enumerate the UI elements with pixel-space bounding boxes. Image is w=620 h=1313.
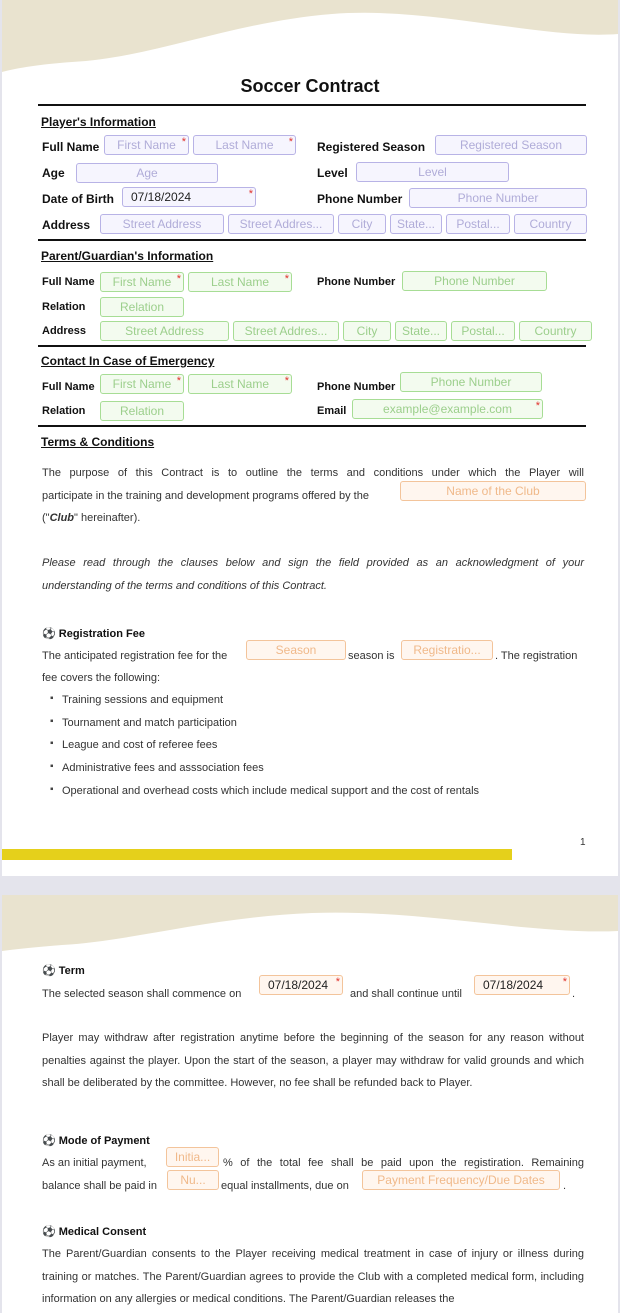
payment-text-mid: % of the total fee shall be paid upon the registiration. Remaining bbox=[223, 1157, 584, 1169]
emergency-phone-input[interactable]: Phone Number bbox=[400, 372, 542, 392]
season-input[interactable]: Season bbox=[246, 640, 346, 660]
player-city-input[interactable]: City bbox=[338, 214, 386, 234]
required-marker: * bbox=[176, 375, 181, 387]
section-divider bbox=[38, 239, 586, 241]
guardian-street-input[interactable]: Street Address bbox=[100, 321, 229, 341]
header-wave-decoration bbox=[2, 0, 618, 80]
required-marker: * bbox=[284, 375, 289, 387]
term-heading: ⚽ Term bbox=[42, 965, 85, 977]
season-end-date-value: 07/18/2024 bbox=[483, 978, 544, 992]
required-marker: * bbox=[181, 136, 186, 148]
required-marker: * bbox=[176, 273, 181, 285]
player-first-name-input[interactable] bbox=[104, 135, 189, 155]
guardian-last-name-input[interactable] bbox=[188, 272, 292, 292]
required-marker: * bbox=[248, 188, 253, 200]
guardian-country-input[interactable]: Country bbox=[519, 321, 592, 341]
section-divider bbox=[38, 104, 586, 106]
guardian-address-label: Address bbox=[42, 325, 87, 337]
list-item: ▪ League and cost of referee fees bbox=[62, 739, 217, 751]
emergency-last-name-placeholder: Last Name bbox=[210, 377, 270, 391]
terms-intro-line-2: participate in the training and development programs offered by the bbox=[42, 490, 369, 502]
reg-fee-text-start: The anticipated registration fee for the bbox=[42, 650, 228, 662]
term-text-end: . bbox=[572, 988, 576, 1000]
required-marker: * bbox=[562, 976, 567, 988]
player-address-label: Address bbox=[42, 218, 91, 232]
guardian-first-name-input[interactable] bbox=[100, 272, 184, 292]
section-divider bbox=[38, 345, 586, 347]
level-input[interactable]: Level bbox=[356, 162, 509, 182]
season-end-date-input[interactable] bbox=[474, 975, 570, 995]
player-street-input[interactable]: Street Address bbox=[100, 214, 224, 234]
guardian-full-name-label: Full Name bbox=[42, 276, 95, 288]
guardian-state-input[interactable]: State... bbox=[395, 321, 447, 341]
footer-accent-bar bbox=[2, 849, 512, 860]
guardian-city-input[interactable]: City bbox=[343, 321, 391, 341]
terms-intro-line-3 bbox=[42, 510, 140, 526]
registered-season-input[interactable]: Registered Season bbox=[435, 135, 587, 155]
list-item: ▪ Administrative fees and asssociation fees bbox=[62, 762, 264, 774]
list-item: ▪ Tournament and match participation bbox=[62, 717, 237, 729]
terms-heading: Terms & Conditions bbox=[41, 435, 155, 449]
player-postal-input[interactable]: Postal... bbox=[446, 214, 510, 234]
payment-text-start: As an initial payment, bbox=[42, 1157, 147, 1169]
registration-fee-heading: ⚽ Registration Fee bbox=[42, 628, 145, 640]
terms-intro-line-1: The purpose of this Contract is to outline the terms and conditions under which the Player will bbox=[42, 467, 584, 479]
document-title: Soccer Contract bbox=[240, 76, 380, 96]
emergency-email-label: Email bbox=[317, 405, 347, 417]
emergency-relation-input[interactable]: Relation bbox=[100, 401, 184, 421]
medical-consent-paragraph: The Parent/Guardian consents to the Player receiving medical treatment in case of injury or illness during training or matches. The Parent/Guardian agrees to provide the Club with a completed medical form, including information on any allergies or medical conditions. The Parent/Guardian releases the bbox=[42, 1248, 584, 1306]
emergency-email-input[interactable] bbox=[352, 399, 543, 419]
guardian-phone-input[interactable]: Phone Number bbox=[402, 271, 547, 291]
player-country-input[interactable]: Country bbox=[514, 214, 587, 234]
player-info-heading: Player's Information bbox=[41, 115, 156, 129]
emergency-full-name-label: Full Name bbox=[42, 381, 95, 393]
guardian-relation-label: Relation bbox=[42, 301, 86, 313]
term-text-start: The selected season shall commence on bbox=[42, 988, 242, 1000]
intro-quote-close: " hereinafter). bbox=[74, 512, 141, 524]
emergency-phone-label: Phone Number bbox=[317, 381, 396, 393]
season-start-date-value: 07/18/2024 bbox=[268, 978, 329, 992]
required-marker: * bbox=[284, 273, 289, 285]
emergency-last-name-input[interactable] bbox=[188, 374, 292, 394]
dob-input[interactable] bbox=[122, 187, 256, 207]
terms-notice: Please read through the clauses below and sign the field provided as an acknowledgment of your understanding of the terms and conditions of this Contract. bbox=[42, 557, 584, 592]
registered-season-label: Registered Season bbox=[317, 140, 426, 154]
emergency-first-name-placeholder: First Name bbox=[112, 377, 172, 391]
player-age-input[interactable]: Age bbox=[76, 163, 218, 183]
required-marker: * bbox=[288, 136, 293, 148]
level-label: Level bbox=[317, 166, 348, 180]
guardian-phone-label: Phone Number bbox=[317, 276, 396, 288]
emergency-relation-label: Relation bbox=[42, 405, 86, 417]
contract-page-1 bbox=[2, 0, 618, 876]
emergency-first-name-input[interactable] bbox=[100, 374, 184, 394]
player-age-label: Age bbox=[42, 166, 65, 180]
player-state-input[interactable]: State... bbox=[390, 214, 442, 234]
club-name-input[interactable]: Name of the Club bbox=[400, 481, 586, 501]
term-text-mid: and shall continue until bbox=[350, 988, 462, 1000]
reg-fee-text-mid: season is bbox=[348, 650, 395, 662]
player-phone-label: Phone Number bbox=[317, 192, 403, 206]
guardian-info-heading: Parent/Guardian's Information bbox=[41, 249, 214, 263]
player-phone-input[interactable]: Phone Number bbox=[409, 188, 587, 208]
withdrawal-paragraph: Player may withdraw after registration anytime before the beginning of the season for any reason without penalties against the player. Upon the start of the season, a player may withdraw for valid grounds and which shall be deliberated by the committee. However, no fee shall be refunded back to Player. bbox=[42, 1032, 584, 1090]
player-last-name-placeholder: Last Name bbox=[215, 138, 274, 152]
reg-fee-text-end: . The registration bbox=[495, 650, 578, 662]
guardian-relation-input[interactable]: Relation bbox=[100, 297, 184, 317]
player-full-name-label: Full Name bbox=[42, 140, 100, 154]
medical-consent-heading: ⚽ Medical Consent bbox=[42, 1226, 147, 1238]
guardian-last-name-placeholder: Last Name bbox=[210, 275, 270, 289]
guardian-postal-input[interactable]: Postal... bbox=[451, 321, 515, 341]
required-marker: * bbox=[535, 400, 540, 412]
list-item: ▪ Training sessions and equipment bbox=[62, 694, 223, 706]
payment-line-2-end: . bbox=[563, 1180, 567, 1192]
page-number: 1 bbox=[580, 837, 586, 848]
player-street2-input[interactable]: Street Addres... bbox=[228, 214, 334, 234]
emergency-email-placeholder: example@example.com bbox=[383, 402, 512, 416]
registration-fee-input[interactable]: Registratio... bbox=[401, 640, 493, 660]
intro-quote-open: (" bbox=[42, 512, 50, 524]
player-last-name-input[interactable] bbox=[193, 135, 296, 155]
guardian-street2-input[interactable]: Street Addres... bbox=[233, 321, 339, 341]
initial-payment-percent-input[interactable]: Initia... bbox=[166, 1147, 219, 1167]
contract-page-2 bbox=[2, 895, 618, 1313]
emergency-heading: Contact In Case of Emergency bbox=[41, 354, 215, 368]
required-marker: * bbox=[335, 976, 340, 988]
reg-fee-text-line-2: fee covers the following: bbox=[42, 672, 161, 684]
section-divider bbox=[38, 425, 586, 427]
installments-number-input[interactable]: Nu... bbox=[167, 1170, 219, 1190]
player-first-name-placeholder: First Name bbox=[117, 138, 176, 152]
payment-frequency-input[interactable]: Payment Frequency/Due Dates bbox=[362, 1170, 560, 1190]
header-wave-decoration bbox=[2, 895, 618, 955]
dob-value: 07/18/2024 bbox=[131, 190, 192, 204]
dob-label: Date of Birth bbox=[42, 192, 114, 206]
payment-line-2-start: balance shall be paid in bbox=[42, 1180, 157, 1192]
payment-line-2-mid: equal installments, due on bbox=[221, 1180, 349, 1192]
guardian-first-name-placeholder: First Name bbox=[112, 275, 172, 289]
club-term: Club bbox=[49, 512, 75, 524]
season-start-date-input[interactable] bbox=[259, 975, 343, 995]
list-item: ▪ Operational and overhead costs which include medical support and the cost of rentals bbox=[62, 785, 479, 797]
mode-of-payment-heading: ⚽ Mode of Payment bbox=[42, 1135, 150, 1147]
